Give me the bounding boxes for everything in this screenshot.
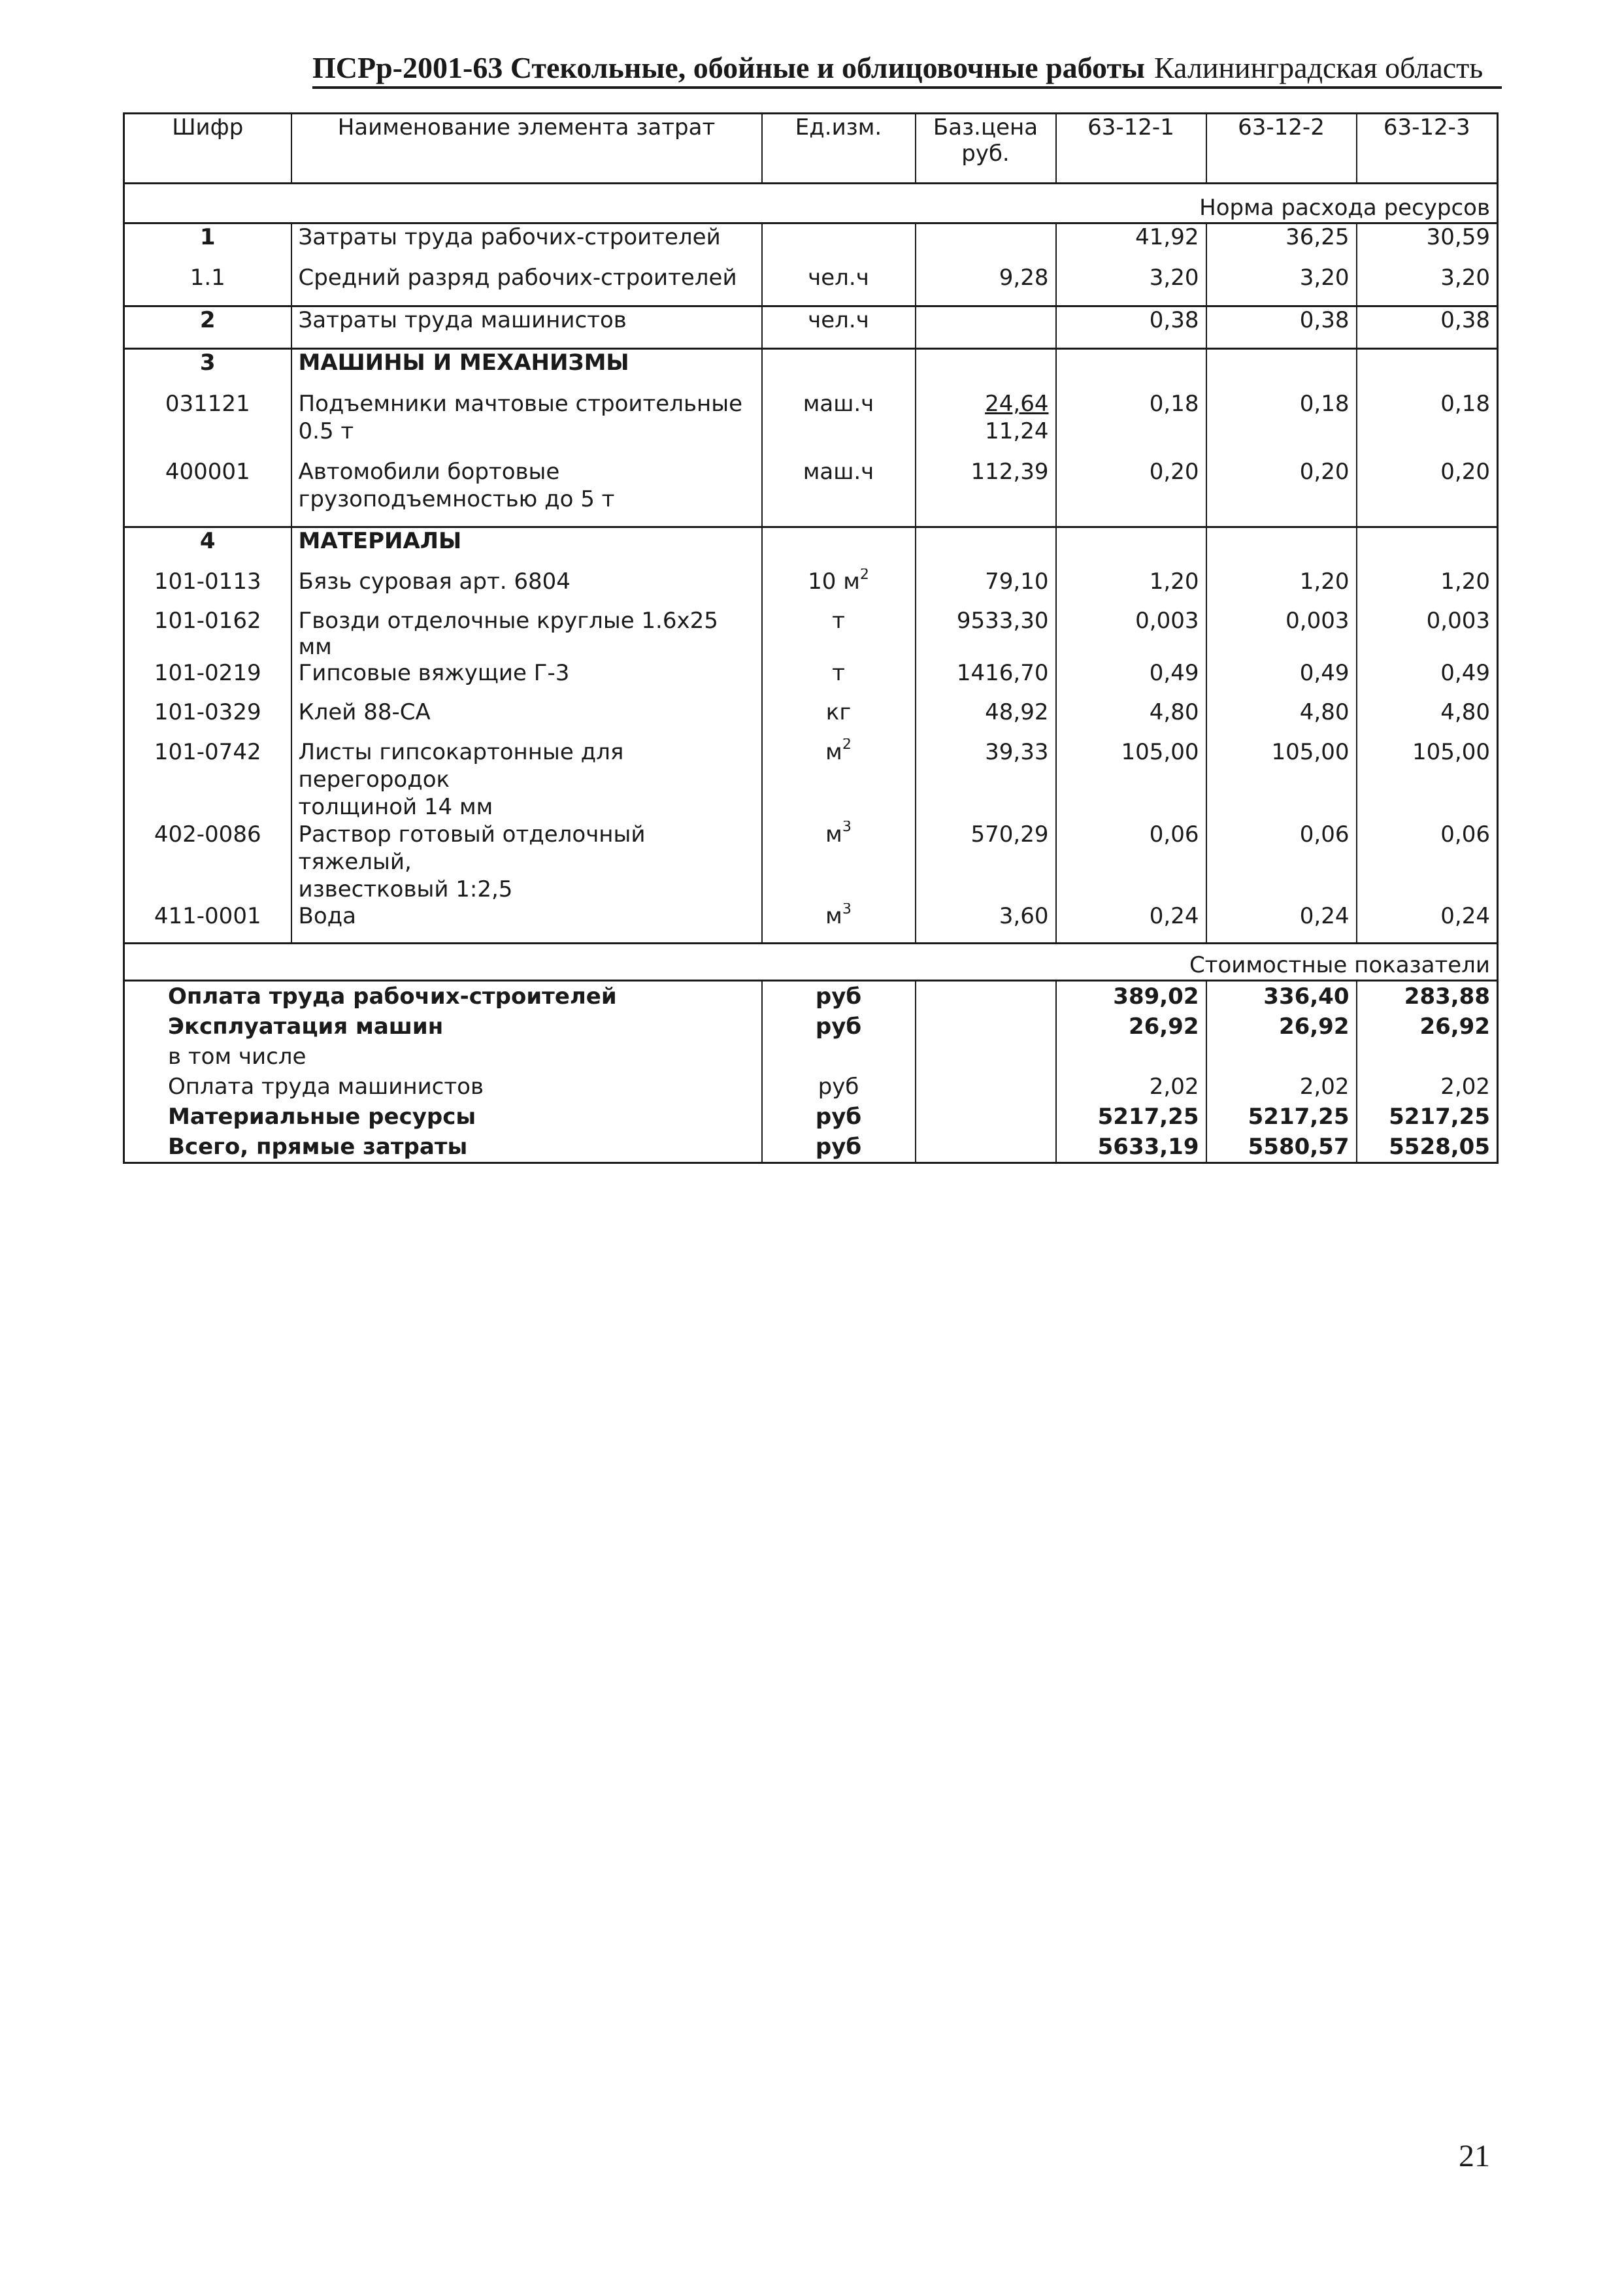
col-header-63-12-3: 63-12-3 [1357, 114, 1498, 184]
section-code: 4 [124, 527, 291, 569]
page-header [312, 51, 1502, 89]
row-name: Бязь суровая арт. 6804 [291, 569, 762, 608]
summary-value-2: 336,40 [1206, 981, 1357, 1012]
page-number: 21 [1459, 2139, 1490, 2173]
row-value-2: 0,003 [1206, 608, 1357, 660]
table-row [124, 265, 1498, 306]
row-name: Клей 88-СА [291, 699, 762, 738]
row-value-3: 0,24 [1357, 903, 1498, 944]
row-value-1: 0,20 [1056, 458, 1206, 527]
cost-table [123, 112, 1499, 1164]
row-unit: т [762, 660, 916, 699]
summary-value-1 [1056, 1042, 1206, 1072]
table-row [124, 738, 1498, 821]
summary-row [124, 1072, 1498, 1102]
row-code: 031121 [165, 391, 250, 417]
row-code: 101-0742 [154, 739, 261, 765]
summary-label: Оплата труда машинистов [168, 1074, 484, 1100]
summary-row [124, 1012, 1498, 1042]
row-price [916, 306, 1056, 349]
row-code: 2 [124, 306, 291, 349]
summary-value-1: 389,02 [1056, 981, 1206, 1012]
section-title: МАТЕРИАЛЫ [291, 527, 762, 569]
row-name: Гипсовые вяжущие Г-3 [291, 660, 762, 699]
row-value-3: 3,20 [1357, 265, 1498, 306]
row-name: Автомобили бортовые грузоподъемностью до 5 т [291, 458, 762, 527]
row-value-3: 0,20 [1357, 458, 1498, 527]
summary-value-3 [1357, 1042, 1498, 1072]
summary-value-2: 26,92 [1206, 1012, 1357, 1042]
row-value-2: 0,20 [1206, 458, 1357, 527]
summary-unit: руб [762, 1132, 916, 1163]
col-header-63-12-2: 63-12-2 [1206, 114, 1357, 184]
summary-unit: руб [762, 981, 916, 1012]
row-value-3: 0,38 [1357, 306, 1498, 349]
row-code: 101-0219 [154, 660, 261, 686]
row-price: 112,39 [916, 458, 1056, 527]
summary-label: Эксплуатация машин [168, 1014, 444, 1040]
row-price: 79,10 [916, 569, 1056, 608]
row-name: Листы гипсокартонные для перегородок толщиной 14 мм [291, 738, 762, 821]
row-price: 3,60 [916, 903, 1056, 944]
row-code: 1 [124, 223, 291, 265]
row-value-1: 0,24 [1056, 903, 1206, 944]
table-row [124, 390, 1498, 458]
row-value-2: 1,20 [1206, 569, 1357, 608]
row-value-1: 0,18 [1056, 390, 1206, 458]
table-row [124, 306, 1498, 349]
row-name: Средний разряд рабочих-строителей [291, 265, 762, 306]
row-unit: кг [762, 699, 916, 738]
row-value-1: 105,00 [1056, 738, 1206, 821]
row-value-2: 0,18 [1206, 390, 1357, 458]
row-value-2: 3,20 [1206, 265, 1357, 306]
row-unit: $м^3$ [762, 903, 916, 944]
row-value-3: 0,003 [1357, 608, 1498, 660]
row-value-3: 30,59 [1357, 223, 1498, 265]
row-value-2: 36,25 [1206, 223, 1357, 265]
row-code: 101-0113 [154, 569, 261, 595]
row-code: 1.1 [190, 265, 225, 291]
row-value-2: 0,24 [1206, 903, 1357, 944]
row-price: 48,92 [916, 699, 1056, 738]
row-unit: маш.ч [762, 390, 916, 458]
row-price: 1416,70 [916, 660, 1056, 699]
row-code: 101-0162 [154, 608, 261, 634]
row-value-3: 0,49 [1357, 660, 1498, 699]
row-price: 9,28 [916, 265, 1056, 306]
row-value-2: 105,00 [1206, 738, 1357, 821]
row-value-1: 0,49 [1056, 660, 1206, 699]
row-code: 400001 [165, 459, 250, 485]
row-name: Затраты труда рабочих-строителей [291, 223, 762, 265]
summary-unit: руб [762, 1012, 916, 1042]
row-unit: $м^3$ [762, 821, 916, 903]
row-unit: чел.ч [762, 306, 916, 349]
table-row [124, 608, 1498, 660]
row-value-3: 4,80 [1357, 699, 1498, 738]
row-code: 101-0329 [154, 699, 261, 725]
table-row [124, 660, 1498, 699]
row-unit: $м^2$ [762, 738, 916, 821]
row-name: Вода [291, 903, 762, 944]
summary-row [124, 1042, 1498, 1072]
table-row [124, 821, 1498, 903]
table-row [124, 223, 1498, 265]
col-header-unit: Ед.изм. [762, 114, 916, 184]
summary-value-3: 283,88 [1357, 981, 1498, 1012]
summary-label: Всего, прямые затраты [168, 1134, 468, 1160]
summary-label: Оплата труда рабочих-строителей [124, 981, 762, 1012]
table-row [124, 569, 1498, 608]
table-row [124, 903, 1498, 944]
row-price: 570,29 [916, 821, 1056, 903]
summary-row [124, 1102, 1498, 1132]
row-unit [762, 223, 916, 265]
summary-value-3: 26,92 [1357, 1012, 1498, 1042]
summary-value-3: 5217,25 [1357, 1102, 1498, 1132]
document-title: ПСРр-2001-63 Стекольные, обойные и облицовочные работы [312, 51, 1145, 84]
row-unit: 10 $м^2$ [762, 569, 916, 608]
row-value-2: 0,06 [1206, 821, 1357, 903]
row-value-3: 1,20 [1357, 569, 1498, 608]
row-value-1: 41,92 [1056, 223, 1206, 265]
row-name: Гвозди отделочные круглые 1.6x25 мм [291, 608, 762, 660]
summary-unit: руб [762, 1072, 916, 1102]
region-name: Калининградская область [1153, 51, 1483, 84]
summary-value-1: 2,02 [1056, 1072, 1206, 1102]
summary-row-total [124, 1132, 1498, 1163]
table-row [124, 699, 1498, 738]
col-header-price: Баз.цена руб. [916, 114, 1056, 184]
summary-label: в том числе [168, 1044, 307, 1070]
col-header-63-12-1: 63-12-1 [1056, 114, 1206, 184]
summary-label: Материальные ресурсы [168, 1104, 476, 1130]
row-value-3: 105,00 [1357, 738, 1498, 821]
table-row [124, 458, 1498, 527]
row-code: 411-0001 [154, 903, 261, 929]
row-unit: маш.ч [762, 458, 916, 527]
row-unit: чел.ч [762, 265, 916, 306]
row-price: 9533,30 [916, 608, 1056, 660]
row-value-1: 1,20 [1056, 569, 1206, 608]
row-price: 39,33 [916, 738, 1056, 821]
row-price [916, 223, 1056, 265]
row-name: Раствор готовый отделочный тяжелый, известковый 1:2,5 [291, 821, 762, 903]
summary-unit: руб [762, 1102, 916, 1132]
summary-value-3: 2,02 [1357, 1072, 1498, 1102]
row-name: Подъемники мачтовые строительные 0.5 т [291, 390, 762, 458]
col-header-code: Шифр [124, 114, 291, 184]
row-code: 402-0086 [154, 821, 261, 848]
summary-value-2 [1206, 1042, 1357, 1072]
summary-value-3: 5528,05 [1357, 1132, 1498, 1163]
row-value-2: 0,49 [1206, 660, 1357, 699]
summary-value-2: 2,02 [1206, 1072, 1357, 1102]
row-value-1: 3,20 [1056, 265, 1206, 306]
section-row-materials [124, 527, 1498, 569]
section-norms-title: Норма расхода ресурсов [1199, 195, 1490, 221]
summary-value-2: 5217,25 [1206, 1102, 1357, 1132]
summary-unit [762, 1042, 916, 1072]
table-header-row [124, 114, 1498, 184]
section-costs-row [124, 944, 1498, 981]
summary-value-1: 26,92 [1056, 1012, 1206, 1042]
row-value-2: 4,80 [1206, 699, 1357, 738]
col-header-name: Наименование элемента затрат [291, 114, 762, 184]
row-value-2: 0,38 [1206, 306, 1357, 349]
row-value-3: 0,18 [1357, 390, 1498, 458]
row-value-1: 0,06 [1056, 821, 1206, 903]
summary-value-1: 5633,19 [1056, 1132, 1206, 1163]
section-norms-row [124, 184, 1498, 223]
section-row-machines [124, 349, 1498, 391]
section-code: 3 [124, 349, 291, 391]
summary-value-2: 5580,57 [1206, 1132, 1357, 1163]
summary-row [124, 981, 1498, 1012]
row-value-1: 0,38 [1056, 306, 1206, 349]
summary-value-1: 5217,25 [1056, 1102, 1206, 1132]
row-price: 24,64 11,24 [916, 390, 1056, 458]
row-value-3: 0,06 [1357, 821, 1498, 903]
row-value-1: 4,80 [1056, 699, 1206, 738]
row-name: Затраты труда машинистов [291, 306, 762, 349]
row-unit: т [762, 608, 916, 660]
row-value-1: 0,003 [1056, 608, 1206, 660]
section-costs-title: Стоимостные показатели [124, 944, 1498, 981]
section-title: МАШИНЫ И МЕХАНИЗМЫ [291, 349, 762, 391]
